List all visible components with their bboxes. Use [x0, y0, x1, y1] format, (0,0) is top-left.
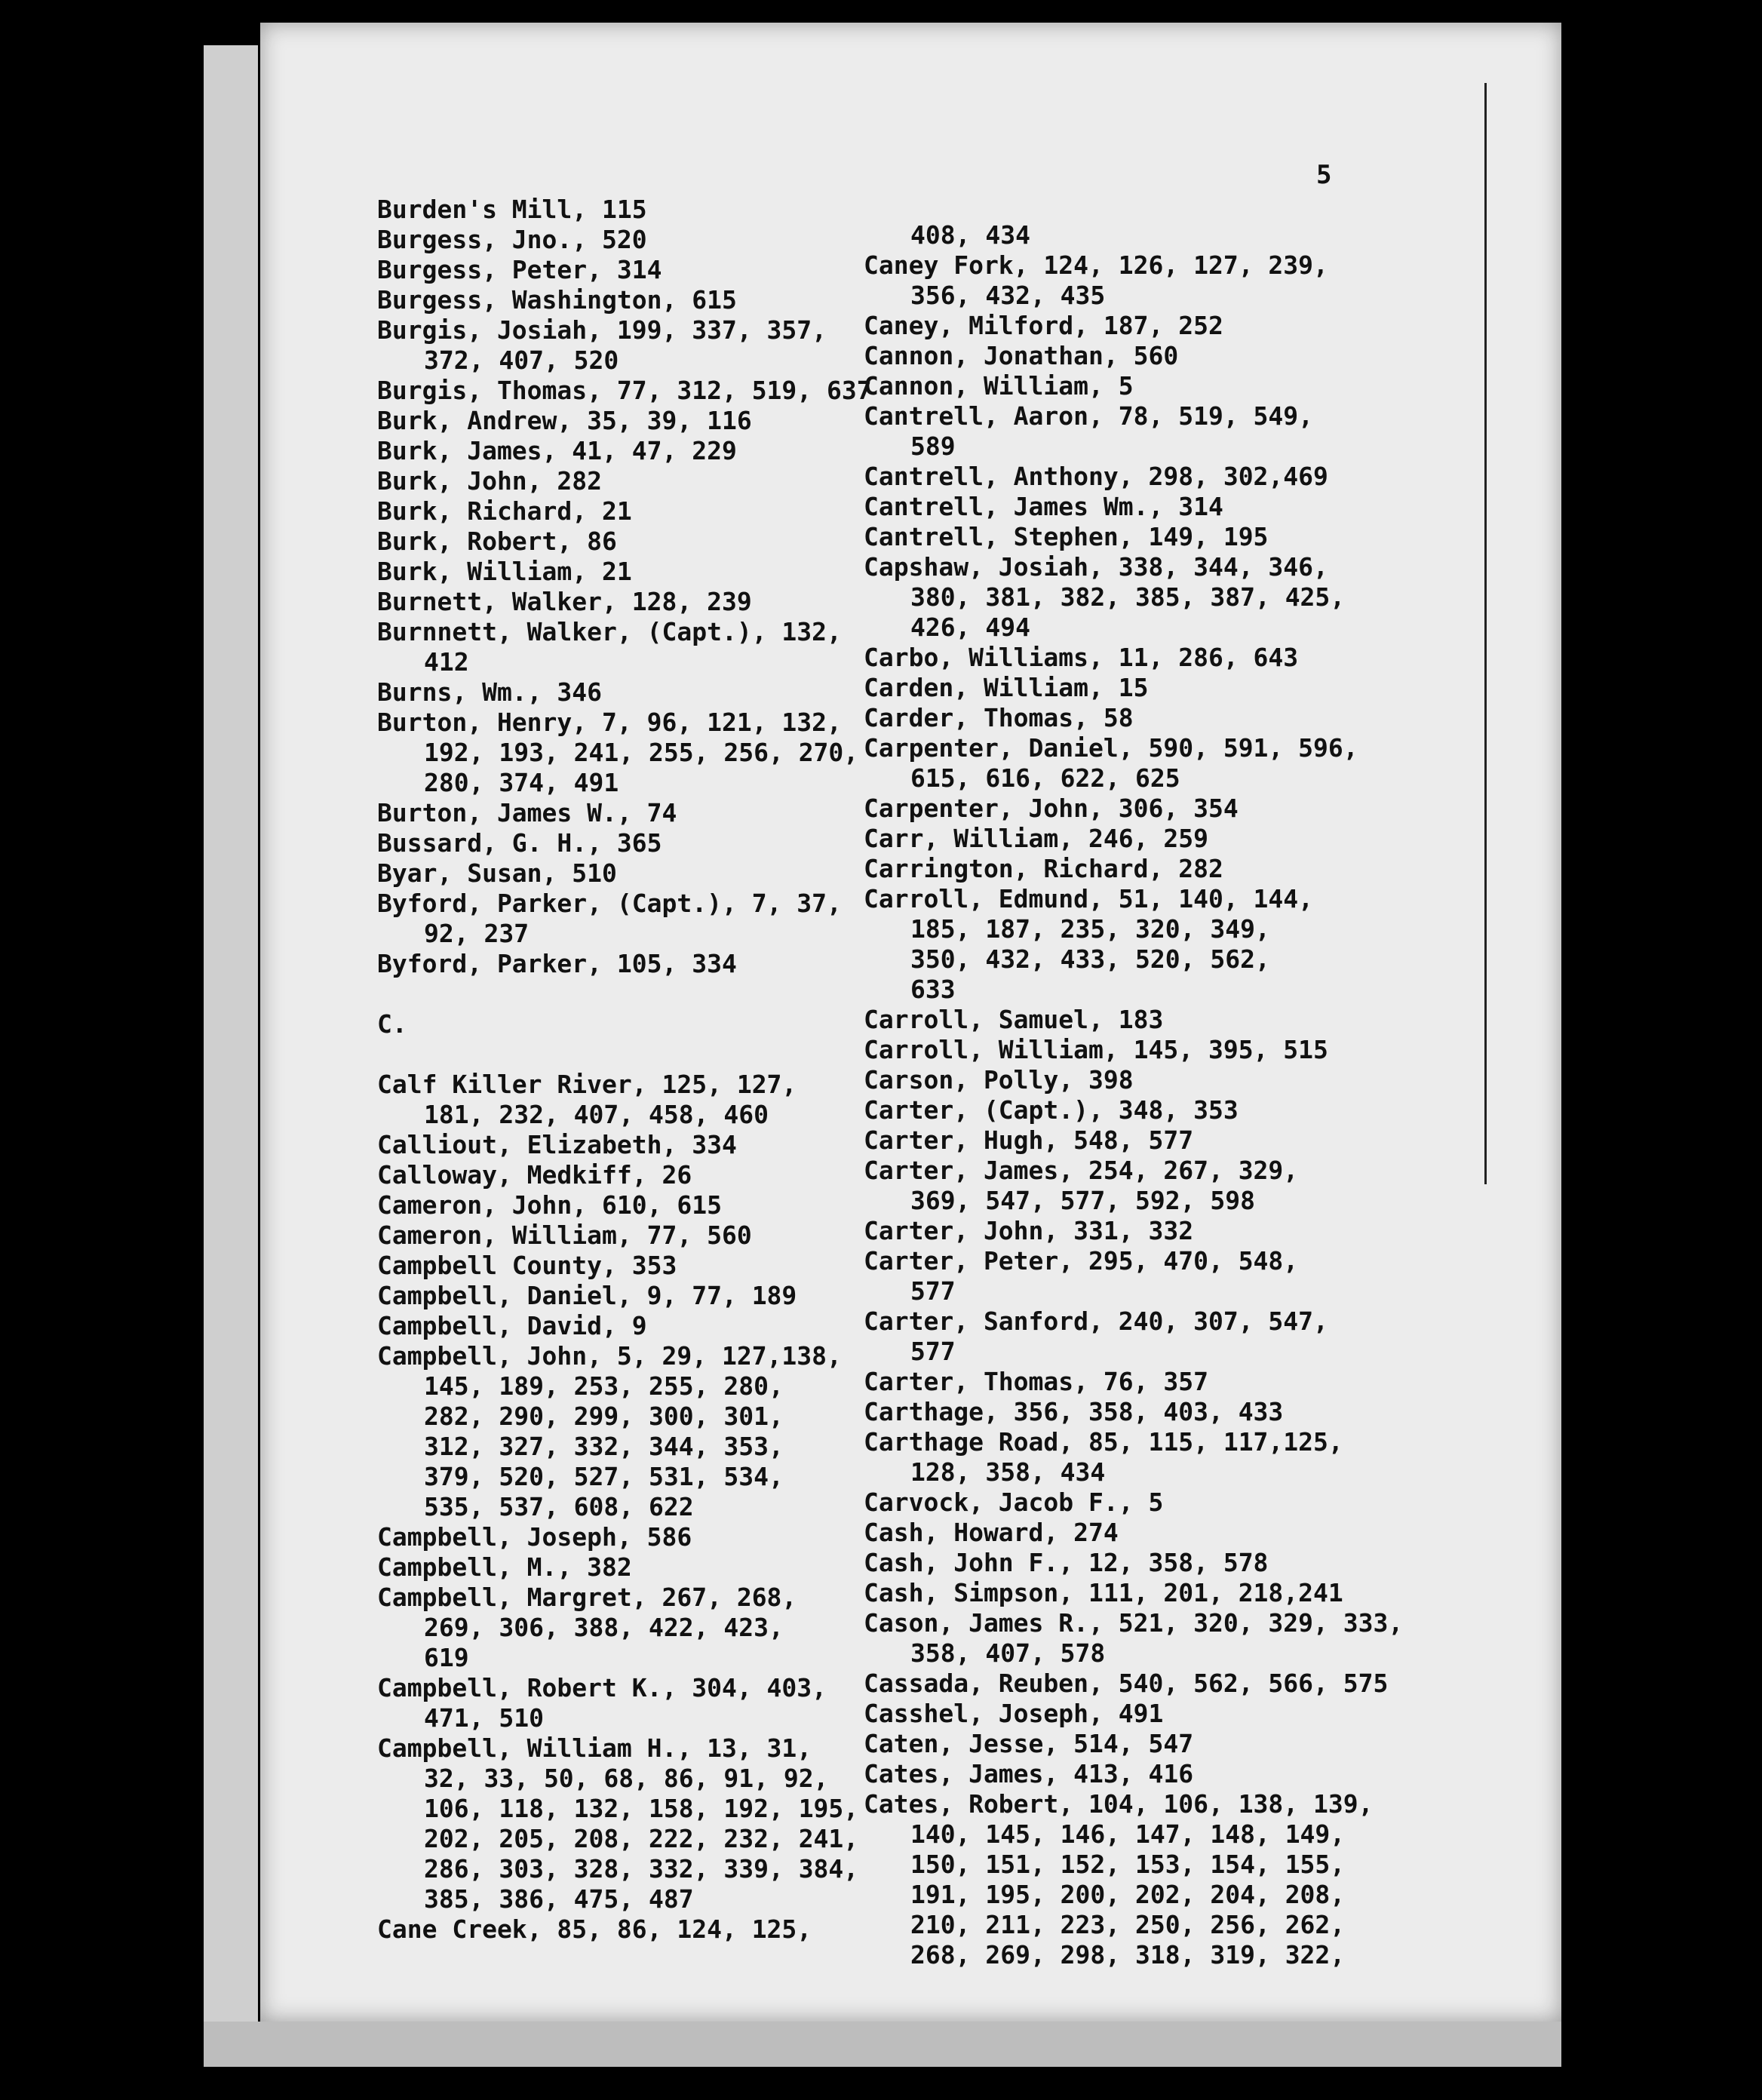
index-entry: Carvock, Jacob F., 5	[864, 1488, 1164, 1517]
index-entry: Cates, James, 413, 416	[864, 1759, 1194, 1788]
index-entry: Carpenter, Daniel, 590, 591, 596,	[864, 733, 1358, 763]
index-entry: Cane Creek, 85, 86, 124, 125,	[377, 1914, 812, 1944]
index-entry-continuation: 356, 432, 435	[910, 281, 1106, 310]
index-entry-continuation: 535, 537, 608, 622	[424, 1492, 694, 1521]
index-entry: Burk, Andrew, 35, 39, 116	[377, 406, 752, 435]
index-entry-continuation: 280, 374, 491	[424, 768, 619, 797]
page-number: 5	[1316, 160, 1332, 190]
index-entry: Campbell, Joseph, 586	[377, 1522, 692, 1552]
index-entry-continuation: 282, 290, 299, 300, 301,	[424, 1402, 784, 1431]
index-entry: Burk, Robert, 86	[377, 527, 617, 556]
index-entry-continuation: 615, 616, 622, 625	[910, 763, 1180, 793]
index-entry: Carthage Road, 85, 115, 117,125,	[864, 1427, 1343, 1457]
index-entry: Carroll, Edmund, 51, 140, 144,	[864, 884, 1314, 913]
index-entry: Capshaw, Josiah, 338, 344, 346,	[864, 552, 1328, 582]
scan-edge	[204, 45, 258, 2022]
index-entry: Burk, John, 282	[377, 466, 603, 496]
index-entry: Caney, Milford, 187, 252	[864, 311, 1223, 340]
index-entry-continuation: 185, 187, 235, 320, 349,	[910, 914, 1270, 944]
index-entry-continuation: 191, 195, 200, 202, 204, 208,	[910, 1880, 1346, 1909]
index-entry-continuation: 312, 327, 332, 344, 353,	[424, 1432, 784, 1461]
index-entry: Carter, Hugh, 548, 577	[864, 1125, 1194, 1155]
index-entry: Campbell, John, 5, 29, 127,138,	[377, 1341, 842, 1371]
index-entry: Carson, Polly, 398	[864, 1065, 1134, 1095]
index-entry: Burgess, Washington, 615	[377, 285, 737, 315]
index-entry: Carter, James, 254, 267, 329,	[864, 1156, 1299, 1185]
index-entry-continuation: 150, 151, 152, 153, 154, 155,	[910, 1850, 1346, 1879]
index-entry-continuation: 385, 386, 475, 487	[424, 1884, 694, 1914]
index-entry-continuation: 633	[910, 975, 956, 1004]
index-entry: Casshel, Joseph, 491	[864, 1699, 1164, 1728]
index-entry-continuation: 268, 269, 298, 318, 319, 322,	[910, 1940, 1346, 1970]
scan-bottom-shadow	[204, 2022, 1561, 2067]
index-entry: Cash, Simpson, 111, 201, 218,241	[864, 1578, 1343, 1607]
index-entry: Burnett, Walker, 128, 239	[377, 587, 752, 616]
index-entry: Cantrell, Aaron, 78, 519, 549,	[864, 401, 1314, 431]
index-entry: Carder, Thomas, 58	[864, 703, 1134, 732]
right-index-column	[864, 220, 1403, 1970]
index-entry-continuation: 128, 358, 434	[910, 1457, 1106, 1487]
index-entry: Carter, Thomas, 76, 357	[864, 1367, 1208, 1396]
index-entry: Calloway, Medkiff, 26	[377, 1160, 692, 1190]
index-entry: Cash, John F., 12, 358, 578	[864, 1548, 1269, 1577]
index-entry: Cantrell, Anthony, 298, 302,469	[864, 462, 1328, 491]
index-entry-continuation: 577	[910, 1276, 956, 1306]
index-entry: Burton, James W., 74	[377, 798, 677, 827]
index-entry: Campbell, William H., 13, 31,	[377, 1733, 812, 1763]
index-entry: Carbo, Williams, 11, 286, 643	[864, 643, 1299, 672]
index-entry: Calf Killer River, 125, 127,	[377, 1070, 797, 1099]
index-entry: Carr, William, 246, 259	[864, 824, 1208, 853]
index-entry: Burgess, Jno., 520	[377, 225, 647, 254]
index-entry: Campbell, Daniel, 9, 77, 189	[377, 1281, 797, 1310]
index-entry-continuation: 380, 381, 382, 385, 387, 425,	[910, 582, 1346, 612]
index-entry: Carter, Peter, 295, 470, 548,	[864, 1246, 1299, 1276]
index-entry-continuation: 181, 232, 407, 458, 460	[424, 1100, 769, 1129]
index-entry-continuation: 471, 510	[424, 1703, 544, 1733]
index-entry: Cash, Howard, 274	[864, 1518, 1119, 1547]
index-entry: Carroll, William, 145, 395, 515	[864, 1035, 1328, 1064]
index-entry: Cannon, Jonathan, 560	[864, 341, 1179, 370]
index-entry: Cannon, William, 5	[864, 371, 1134, 401]
index-entry: Burton, Henry, 7, 96, 121, 132,	[377, 708, 842, 737]
index-entry: Cantrell, Stephen, 149, 195	[864, 522, 1269, 551]
index-entry: Burnnett, Walker, (Capt.), 132,	[377, 617, 842, 646]
index-entry: Burk, William, 21	[377, 557, 632, 586]
index-entry-continuation: 577	[910, 1337, 956, 1366]
index-entry: Cantrell, James Wm., 314	[864, 492, 1223, 521]
section-letter: C.	[377, 1009, 407, 1039]
index-entry: Campbell, David, 9	[377, 1311, 647, 1340]
index-entry: Cassada, Reuben, 540, 562, 566, 575	[864, 1669, 1389, 1698]
index-entry: Carden, William, 15	[864, 673, 1149, 702]
index-entry: Byford, Parker, (Capt.), 7, 37,	[377, 889, 842, 918]
index-entry: Caten, Jesse, 514, 547	[864, 1729, 1194, 1758]
index-entry: Cates, Robert, 104, 106, 138, 139,	[864, 1789, 1374, 1819]
index-entry-continuation: 372, 407, 520	[424, 345, 619, 375]
index-entry: Carter, (Capt.), 348, 353	[864, 1095, 1239, 1125]
index-entry-continuation: 202, 205, 208, 222, 232, 241,	[424, 1824, 859, 1853]
index-entry-continuation: 379, 520, 527, 531, 534,	[424, 1462, 784, 1491]
margin-rule	[1484, 83, 1487, 1184]
index-entry: Carter, Sanford, 240, 307, 547,	[864, 1306, 1328, 1336]
index-entry-continuation: 92, 237	[424, 919, 530, 948]
left-index-column	[377, 195, 872, 1945]
index-entry-continuation: 589	[910, 431, 956, 461]
index-entry: Cason, James R., 521, 320, 329, 333,	[864, 1608, 1404, 1638]
index-entry-continuation: 426, 494	[910, 612, 1030, 642]
index-entry-continuation: 350, 432, 433, 520, 562,	[910, 944, 1270, 974]
index-entry-continuation: 269, 306, 388, 422, 423,	[424, 1613, 784, 1642]
index-entry: Cameron, William, 77, 560	[377, 1220, 752, 1250]
index-entry: Burk, James, 41, 47, 229	[377, 436, 737, 465]
index-entry: Burns, Wm., 346	[377, 677, 603, 707]
index-entry: Carrington, Richard, 282	[864, 854, 1223, 883]
index-entry-continuation: 412	[424, 647, 469, 677]
index-entry: Campbell, Margret, 267, 268,	[377, 1583, 797, 1612]
index-entry-continuation: 358, 407, 578	[910, 1638, 1106, 1668]
index-entry: Byar, Susan, 510	[377, 858, 617, 888]
index-entry: Burgis, Josiah, 199, 337, 357,	[377, 315, 827, 345]
index-entry: Calliout, Elizabeth, 334	[377, 1130, 737, 1159]
index-entry-continuation: 140, 145, 146, 147, 148, 149,	[910, 1819, 1346, 1849]
index-entry-continuation: 32, 33, 50, 68, 86, 91, 92,	[424, 1764, 829, 1793]
index-entry: Burden's Mill, 115	[377, 195, 647, 224]
index-entry: Carpenter, John, 306, 354	[864, 794, 1239, 823]
index-entry: Burk, Richard, 21	[377, 496, 632, 526]
index-entry: Burgess, Peter, 314	[377, 255, 662, 284]
index-entry: Burgis, Thomas, 77, 312, 519, 637	[377, 376, 872, 405]
index-entry: Campbell, Robert K., 304, 403,	[377, 1673, 827, 1702]
index-entry: Cameron, John, 610, 615	[377, 1190, 722, 1220]
index-entry: Bussard, G. H., 365	[377, 828, 662, 858]
index-entry: Carter, John, 331, 332	[864, 1216, 1194, 1245]
index-entry: Caney Fork, 124, 126, 127, 239,	[864, 250, 1328, 280]
index-entry-continuation: 408, 434	[910, 220, 1030, 250]
index-entry: Byford, Parker, 105, 334	[377, 949, 737, 978]
index-entry-continuation: 210, 211, 223, 250, 256, 262,	[910, 1910, 1346, 1939]
index-entry-continuation: 619	[424, 1643, 469, 1672]
index-entry-continuation: 369, 547, 577, 592, 598	[910, 1186, 1255, 1215]
index-entry-continuation: 145, 189, 253, 255, 280,	[424, 1371, 784, 1401]
index-entry-continuation: 192, 193, 241, 255, 256, 270,	[424, 738, 859, 767]
index-entry: Campbell, M., 382	[377, 1552, 632, 1582]
index-entry: Campbell County, 353	[377, 1251, 677, 1280]
index-entry: Carroll, Samuel, 183	[864, 1005, 1164, 1034]
index-entry: Carthage, 356, 358, 403, 433	[864, 1397, 1284, 1426]
index-entry-continuation: 286, 303, 328, 332, 339, 384,	[424, 1854, 859, 1884]
index-entry-continuation: 106, 118, 132, 158, 192, 195,	[424, 1794, 859, 1823]
